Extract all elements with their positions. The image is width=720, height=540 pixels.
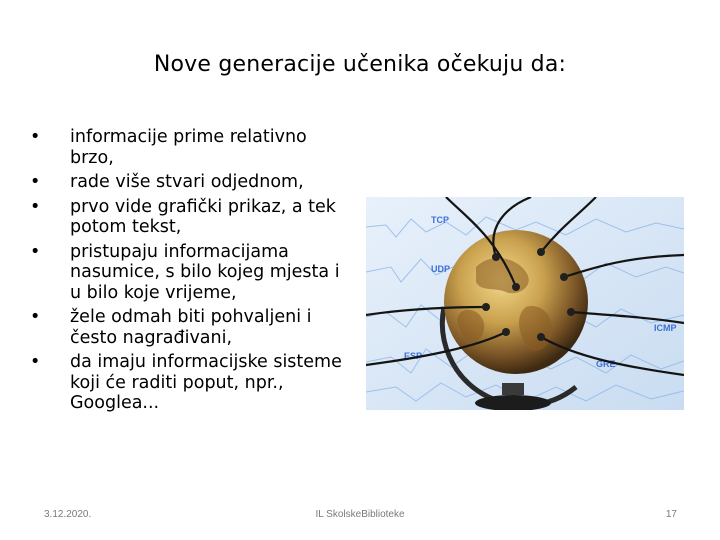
bullet-text: informacije prime relativno brzo,: [70, 127, 307, 168]
bullet-dot: •: [30, 307, 41, 327]
bullet-text: prvo vide grafički prikaz, a tek potom tekst,: [70, 196, 336, 237]
bullet-dot: •: [30, 352, 41, 372]
label-esp: ESP: [404, 351, 423, 361]
bullet-item: [30, 242, 350, 304]
bullet-dot: •: [30, 172, 41, 192]
globe-network-image: [366, 197, 684, 410]
slide-title: Nove generacije učenika očekuju da:: [153, 52, 567, 77]
bullet-text: žele odmah biti pohvaljeni i često nagrađivani,: [70, 307, 312, 348]
label-tcp: TCP: [431, 215, 449, 225]
label-udp: UDP: [431, 264, 451, 274]
bullet-dot: •: [30, 196, 41, 217]
bullet-text: pristupaju informacijama nasumice, s bilo kojeg mjesta i u bilo koje vrijeme,: [70, 241, 340, 303]
label-icmp: ICMP: [654, 323, 677, 333]
label-gre: GRE: [596, 359, 616, 369]
footer-center-text: IL SkolskeBiblioteke: [315, 509, 405, 520]
globe: [444, 230, 588, 374]
bullet-item: [30, 307, 350, 348]
bullet-text: da imaju informacijske sisteme koji će raditi poput, npr., Googlea...: [70, 352, 342, 413]
bullet-item: [30, 127, 350, 168]
bullet-dot: •: [30, 241, 41, 262]
bullet-item: [30, 172, 350, 193]
bullet-item: [30, 197, 350, 238]
footer-date: 3.12.2020.: [44, 509, 92, 520]
bullet-dot: •: [30, 127, 41, 147]
slide-number: 17: [665, 509, 677, 520]
bullet-item: [30, 352, 350, 414]
bullet-list: [30, 127, 350, 418]
bullet-text: rade više stvari odjednom,: [70, 172, 304, 192]
